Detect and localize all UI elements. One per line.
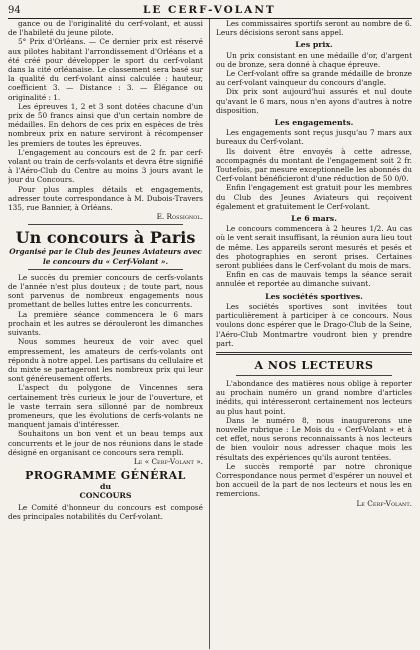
paragraph: Les épreuves 1, 2 et 3 sont dotées chacune d'un prix de 50 francs ainsi que d'un certain nombre de médailles. En dehors de ces prix en espèces de très nombreux prix en nature serviront à récompenser les premiers de toutes les épreuves. xyxy=(8,101,203,148)
paragraph: Dix prix sont aujourd'hui assurés et nul doute qu'avant le 6 mars, nous n'en ayons d'autres à notre disposition. xyxy=(216,87,412,115)
section-heading: A NOS LECTEURS xyxy=(254,358,374,372)
paragraph: Le succès remporté par notre chronique Correspondance nous permet d'espérer un nouvel et bon accueil de la part de nos lecteurs et nous les en remercions. xyxy=(216,461,412,499)
article-headline: Un concours à Paris xyxy=(15,228,196,248)
paragraph: Pour plus amples détails et engagements, adresser toute correspondance à M. Dubois-Travers 135, rue Bannier, à Orléans. xyxy=(8,184,203,213)
paragraph: Le concours commencera à 2 heures 1/2. Au cas où le vent serait insuffisant, la réunion aura lieu tout de même. Les appareils seront mesurés et pesés et des photographies en seront prises. Certaines seront publiées dans le Cerf-volant du mois de mars. xyxy=(216,224,412,271)
subheading: Le 6 mars. xyxy=(291,214,337,224)
divider xyxy=(216,352,412,355)
section-heading: CONCOURS xyxy=(79,491,132,501)
paragraph: Les commissaires sportifs seront au nombre de 6. Leurs décisions seront sans appel. xyxy=(216,19,412,38)
paragraph: gance ou de l'originalité du cerf-volant, et aussi de l'habileté du jeune pilote. xyxy=(8,19,203,38)
divider xyxy=(28,224,183,225)
divider xyxy=(28,269,183,270)
paragraph: Le succès du premier concours de cerfs-volants de l'année n'est plus douteux ; de toute part, nous sont parvenus de nombreux engagements nous promettant de belles luttes entre les concurrents. xyxy=(8,272,203,310)
paragraph: Souhaitons un bon vent et un beau temps aux concurrents et le jour de nos réunions dans le stade désigné en organisant ce concours sera rempli. xyxy=(8,429,203,457)
paragraph: L'aspect du polygone de Vincennes sera certainement très curieux le jour de l'ouverture, et le vaste terrain sera sillonné par de nombreux promeneurs, que les évolutions de cerfs-volants ne manquent jamais d'intéresser. xyxy=(8,383,203,430)
journal-title: LE CERF-VOLANT xyxy=(142,4,276,16)
section-heading: PROGRAMME GÉNÉRAL xyxy=(25,469,186,483)
paragraph: L'abondance des matières nous oblige à reporter au prochain numéro un grand nombre d'articles inédits, qui intéresseront certainement nos lecteurs au plus haut point. xyxy=(216,378,412,416)
article-subhead: Organisé par le Club des Jeunes Aviateurs avec le concours du « Cerf-Volant ». xyxy=(9,247,202,266)
paragraph: Enfin l'engagement est gratuit pour les membres du Club des Jeunes Aviateurs qui reçoivent également et gratuitement le Cerf-volant. xyxy=(216,183,412,211)
paragraph: Un prix consistant en une médaille d'or, d'argent ou de bronze, sera donné à chaque épreuve. xyxy=(216,50,412,69)
right-column xyxy=(210,19,412,649)
paragraph: Ils doivent être envoyés à cette adresse, accompagnés du montant de l'engagement soit 2 fr. Toutefois, par mesure exceptionnelle les abonnés du Cerf-volant bénéficieront d'une réduction de 50 0/0. xyxy=(216,146,412,184)
paragraph: Le Cerf-volant offre sa grande médaille de bronze au cerf-volant vainqueur du concours d'angle. xyxy=(216,69,412,88)
page-header xyxy=(8,4,412,19)
section-heading: du xyxy=(99,482,112,492)
left-column xyxy=(8,19,210,649)
signature: Le « Cerf-Volant ». xyxy=(133,456,203,466)
divider xyxy=(236,375,392,376)
paragraph: Le Comité d'honneur du concours est composé des principales notabilités du Cerf-volant. xyxy=(8,502,203,521)
paragraph: Nous sommes heureux de voir avec quel empressement, les amateurs de cerfs-volants ont répondu à notre appel. Les partisans du cellulaire et du mixte se partageront les nombreux prix qui leur sont généreusement offerts. xyxy=(8,337,203,384)
paragraph: L'engagement au concours est de 2 fr. par cerf-volant ou train de cerfs-volants et devra être signifié à l'Aéro-Club du Centre au moins 3 jours avant le jour du Concours. xyxy=(8,147,203,185)
paragraph: 5° Prix d'Orléans. — Ce dernier prix est réservé aux pilotes habitant l'arrondissement d'Orléans et a été créé pour développer le sport du cerf-volant dans la cité orléanaise. Le classement sera basé sur la qualité du cerf-volant ainsi calculée : hauteur, coefficient 3. — Distance : 3. — Élégance ou originalité : 1. xyxy=(8,37,203,102)
signature: Le Cerf-Volant. xyxy=(356,498,412,508)
signature: E. Rossignol. xyxy=(156,212,203,222)
paragraph: Les engagements sont reçus jusqu'au 7 mars aux bureaux du Cerf-volant. xyxy=(216,128,412,147)
subheading: Les engagements. xyxy=(274,118,354,128)
paragraph: Les sociétés sportives sont invitées tout particulièrement à participer à ce concours. Nous voulons donc espérer que le Drago-Club de la Seine, l'Aéro-Club Montmartre voudront bien y prendre part. xyxy=(216,301,412,348)
subheading: Les sociétés sportives. xyxy=(265,291,363,301)
subheading: Les prix. xyxy=(295,40,333,50)
page-number: 94 xyxy=(8,5,21,16)
paragraph: Enfin en cas de mauvais temps la séance serait annulée et reportée au dimanche suivant. xyxy=(216,270,412,289)
paragraph: Dans le numéro 8, nous inaugurerons une nouvelle rubrique : Le Mois du « Cerf-Volant » et à cet effet, nous serons reconnaissants à nos lecteurs de bien vouloir nous adresser chaque mois les résultats des expériences qu'ils auront tentées. xyxy=(216,415,412,462)
paragraph: La première séance commencera le 6 mars prochain et les autres se dérouleront les dimanches suivants. xyxy=(8,309,203,338)
